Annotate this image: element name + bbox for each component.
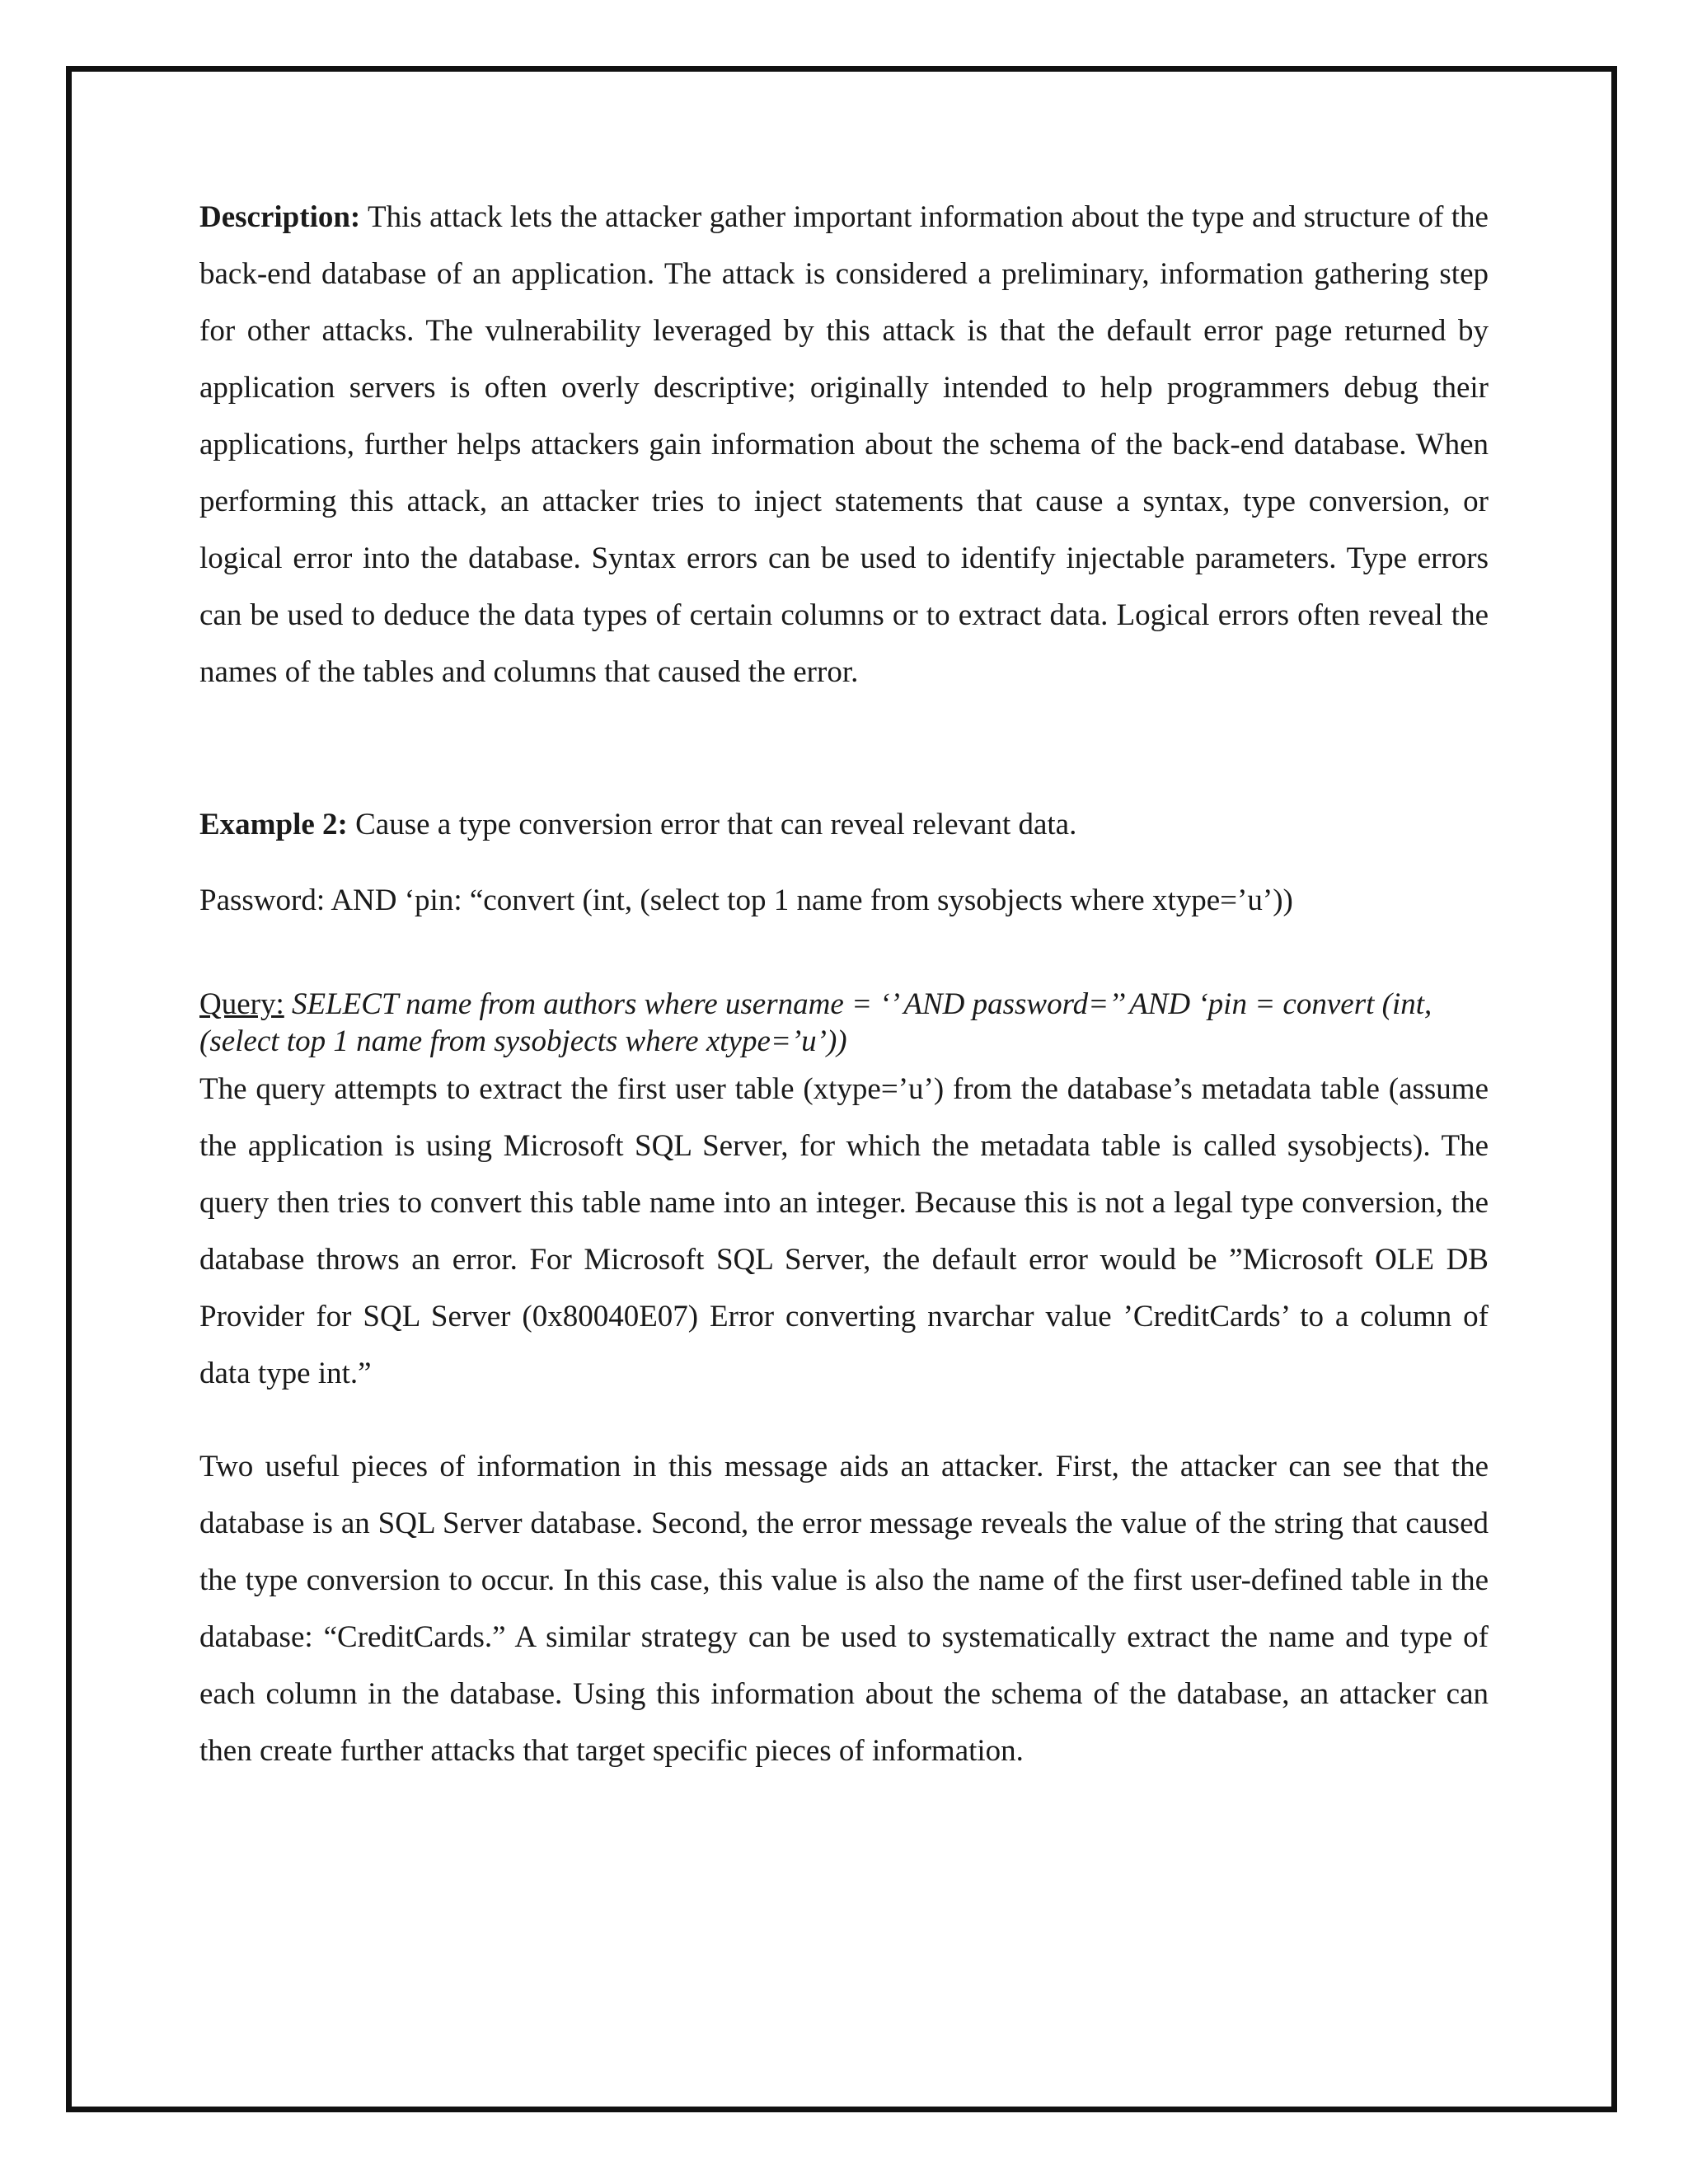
description-label: Description:: [199, 200, 361, 234]
explanation-paragraph: The query attempts to extract the first user table (xtype=’u’) from the database’s metadata table (assume the application is using Microsoft SQL Server, for which the metadata table is called sysobjects). The query then tries to convert this table name into an integer. Because this is not a legal type conversion, the database throws an error. For Microsoft SQL Server, the default error would be ”Microsoft OLE DB Provider for SQL Server (0x80040E07) Error converting nvarchar value ’CreditCards’ to a column of data type int.”: [199, 1072, 1489, 1390]
conclusion-paragraph: Two useful pieces of information in this message aids an attacker. First, the attacker can see that the database is an SQL Server database. Second, the error message reveals the value of the string that caused the type conversion to occur. In this case, this value is also the name of the first user-defined table in the database: “CreditCards.” A similar strategy can be used to systematically extract the name and type of each column in the database. Using this information about the schema of the database, an attacker can then create further attacks that target specific pieces of information.: [199, 1450, 1489, 1768]
password-line: Password: AND ‘pin: “convert (int, (select top 1 name from sysobjects where xtype=’u’)): [199, 883, 1293, 917]
example-label: Example 2:: [199, 808, 348, 841]
query-text: SELECT name from authors where username = ‘’ AND password=’’ AND ‘pin = convert (int,(select top 1 name from sysobjects where xtype=’u’)): [199, 987, 1432, 1058]
query-block: [199, 986, 1489, 1060]
example-text: Cause a type conversion error that can reveal relevant data.: [355, 808, 1077, 841]
description-paragraph: [199, 189, 1489, 701]
query-label: Query:: [199, 987, 284, 1021]
description-text: This attack lets the attacker gather important information about the type and structure of the back-end database of an application. The attack is considered a preliminary, information gathering step for other attacks. The vulnerability leveraged by this attack is that the default error page returned by application servers is often overly descriptive; originally intended to help programmers debug their applications, further helps attackers gain information about the schema of the back-end database. When performing this attack, an attacker tries to inject statements that cause a syntax, type conversion, or logical error into the database. Syntax errors can be used to identify injectable parameters. Type errors can be used to deduce the data types of certain columns or to extract data. Logical errors often reveal the names of the tables and columns that caused the error.: [199, 200, 1489, 689]
example-heading: [199, 796, 1489, 853]
